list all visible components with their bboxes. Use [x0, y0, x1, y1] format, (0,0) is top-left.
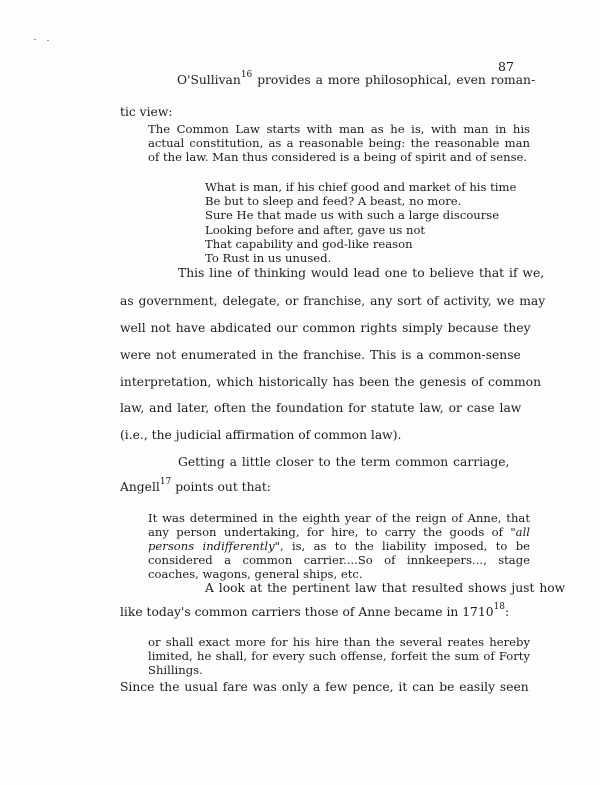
poem-line: That capability and god-like reason [205, 236, 413, 251]
paragraph-3-line-1: Getting a little closer to the term common carriage, [178, 455, 510, 469]
block-quote-statute: or shall exact more for his hire than the several reates hereby limited, he shall, for every such offense, forfeit the sum of Forty Shillings. [148, 635, 530, 677]
paragraph-2-line: as government, delegate, or franchise, any sort of activity, we may [120, 294, 546, 308]
poem-line: To Rust in us unused. [205, 251, 332, 266]
quote-italic-text: "all persons indifferently" [148, 525, 530, 553]
block-quote-common-law: The Common Law starts with man as he is, with man in his actual constitution, as a reasonable being: the reasonable man of the law. Man thus considered is a being of spirit and of sense. [148, 122, 530, 164]
author-name: O'Sullivan [177, 73, 241, 87]
block-quote-anne [148, 511, 530, 581]
page-number: 87 [498, 59, 514, 74]
paragraph-2-line: law, and later, often the foundation for statute law, or case law [120, 401, 522, 415]
paragraph-4-line-1: A look at the pertinent law that resulted shows just how [205, 581, 566, 595]
quote-text: , is, as to the liability imposed, to be considered a common carrier....So of innkeepers..., stage coaches, wagons, general ships, etc. [148, 539, 530, 581]
author-name: Angell [120, 480, 160, 494]
paragraph-text: points out that: [175, 480, 271, 494]
poem-line: What is man, if his chief good and market of his time [205, 180, 517, 194]
poem-line: Be but to sleep and feed? A beast, no more. [205, 194, 462, 209]
paragraph-5-line-1: Since the usual fare was only a few pence, it can be easily seen [120, 680, 529, 694]
footnote-ref: 16 [240, 70, 253, 80]
poem-line: Sure He that made us with such a large discourse [205, 208, 500, 223]
paragraph-2-line: well not have abdicated our common rights simply because they [120, 321, 531, 335]
scan-speck [47, 40, 49, 41]
paragraph-text: like today's common carriers those of Anne became in 1710 [120, 605, 494, 619]
paragraph-3-line-2 [120, 477, 271, 494]
paragraph-1-line-1 [177, 70, 536, 87]
paragraph-2-line: were not enumerated in the franchise. This is a common-sense [120, 348, 521, 362]
footnote-ref: 17 [159, 477, 172, 487]
footnote-ref: 18 [493, 602, 505, 612]
paragraph-text: : [504, 605, 510, 619]
paragraph-2-line: (i.e., the judicial affirmation of common law). [120, 428, 402, 442]
paragraph-1-line-2: tic view: [120, 105, 173, 119]
poem-line: Looking before and after, gave us not [205, 222, 426, 237]
paragraph-4-line-2 [120, 602, 510, 619]
paragraph-text: provides a more philosophical, even roman- [257, 73, 536, 87]
scan-speck [34, 39, 36, 40]
poem-quote [205, 180, 516, 265]
paragraph-2-line: This line of thinking would lead one to believe that if we, [178, 266, 545, 280]
quote-text: It was determined in the eighth year of the reign of Anne, that any person undertaking, for hire, to carry the goods of [148, 511, 530, 539]
paragraph-2-line: interpretation, which historically has been the genesis of common [120, 375, 541, 389]
